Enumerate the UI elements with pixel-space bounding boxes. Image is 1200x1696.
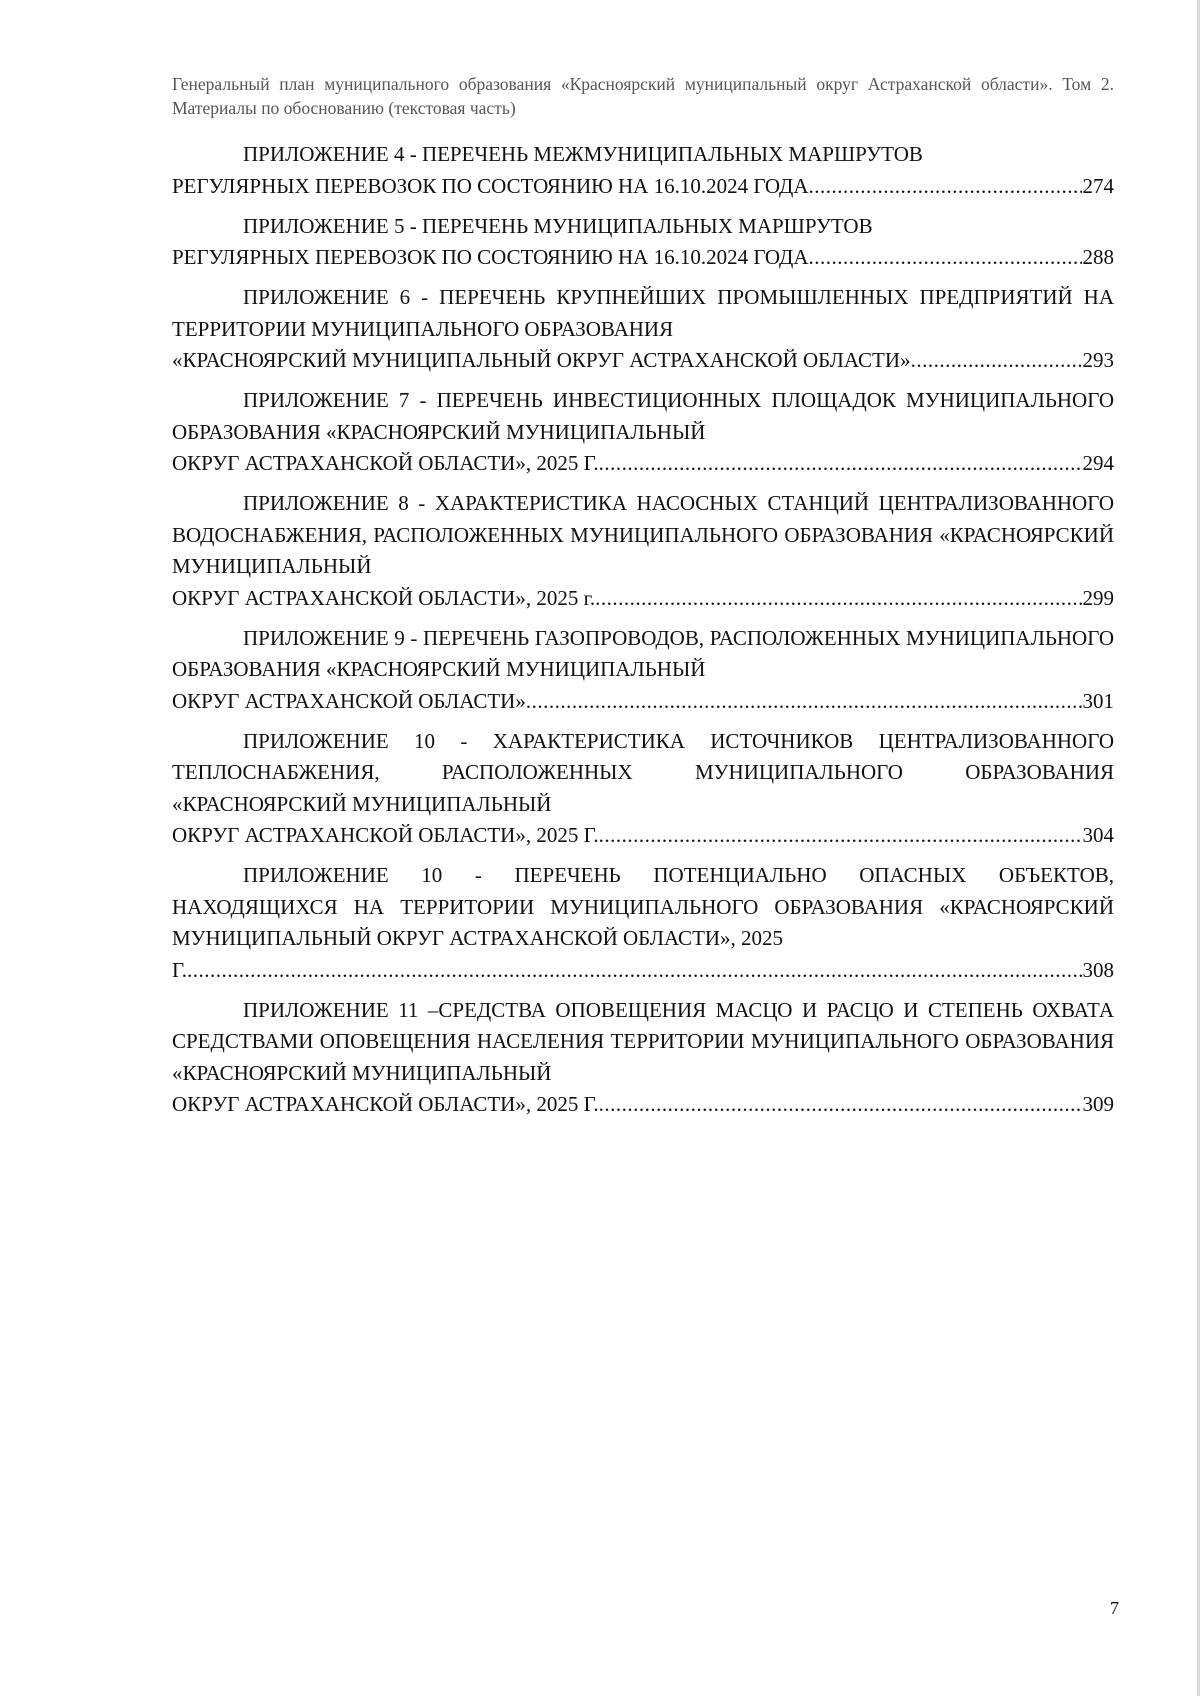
toc-entry-title-tail: РЕГУЛЯРНЫХ ПЕРЕВОЗОК ПО СОСТОЯНИЮ НА 16.10.2024 ГОДА [172, 245, 809, 269]
toc-leader-row [172, 686, 1114, 718]
toc-leader-row [172, 1089, 1114, 1121]
toc-entry-title-tail: РЕГУЛЯРНЫХ ПЕРЕВОЗОК ПО СОСТОЯНИЮ НА 16.10.2024 ГОДА [172, 173, 809, 198]
dot-leader [187, 955, 1081, 987]
toc-entry-title: ПРИЛОЖЕНИЕ 7 - ПЕРЕЧЕНЬ ИНВЕСТИЦИОННЫХ ПЛОЩАДОК МУНИЦИПАЛЬНОГО ОБРАЗОВАНИЯ «КРАСНОЯРСКИЙ МУНИЦИПАЛЬНЫЙ [172, 388, 1114, 444]
toc-entry-title-tail: ОКРУГ АСТРАХАНСКОЙ ОБЛАСТИ», 2025 Г. [172, 1092, 599, 1116]
toc-entry-title: ПРИЛОЖЕНИЕ 8 - ХАРАКТЕРИСТИКА НАСОСНЫХ СТАНЦИЙ ЦЕНТРАЛИЗОВАННОГО ВОДОСНАБЖЕНИЯ, РАСПОЛОЖЕННЫХ МУНИЦИПАЛЬНОГО ОБРАЗОВАНИЯ «КРАСНОЯРСКИЙ МУНИЦИПАЛЬНЫЙ [172, 491, 1114, 578]
toc-page-number: 309 [1082, 1092, 1114, 1116]
toc-entry-title-tail: ОКРУГ АСТРАХАНСКОЙ ОБЛАСТИ», 2025 Г. [172, 823, 599, 847]
toc-leader-row [172, 583, 1114, 615]
table-of-contents [172, 139, 1114, 1129]
dot-leader [809, 171, 1082, 203]
toc-entry-appendix-11[interactable] [172, 995, 1114, 1121]
toc-leader-row [172, 448, 1114, 480]
toc-leader-row [172, 955, 1114, 987]
page-number: 7 [1110, 1598, 1119, 1618]
toc-entry-title: ПРИЛОЖЕНИЕ 9 - ПЕРЕЧЕНЬ ГАЗОПРОВОДОВ, РАСПОЛОЖЕННЫХ МУНИЦИПАЛЬНОГО ОБРАЗОВАНИЯ «КРАСНОЯРСКИЙ МУНИЦИПАЛЬНЫЙ [172, 625, 1114, 681]
dot-leader [599, 1089, 1082, 1121]
dot-leader [595, 583, 1081, 615]
toc-entry-title: ПРИЛОЖЕНИЕ 5 - ПЕРЕЧЕНЬ МУНИЦИПАЛЬНЫХ МАРШРУТОВ [243, 213, 873, 238]
toc-entry-title-tail: Г. [172, 957, 188, 982]
toc-page-number: 299 [1082, 585, 1114, 610]
toc-page-number: 308 [1082, 957, 1114, 982]
toc-page-number: 301 [1082, 688, 1114, 713]
toc-entry-title-tail: ОКРУГ АСТРАХАНСКОЙ ОБЛАСТИ», 2025 г. [172, 585, 596, 610]
dot-leader [911, 345, 1082, 377]
toc-entry-appendix-6[interactable] [172, 282, 1114, 377]
toc-entry-title-tail: ОКРУГ АСТРАХАНСКОЙ ОБЛАСТИ», 2025 Г. [172, 451, 599, 475]
toc-entry-title: ПРИЛОЖЕНИЕ 6 - ПЕРЕЧЕНЬ КРУПНЕЙШИХ ПРОМЫШЛЕННЫХ ПРЕДПРИЯТИЙ НА ТЕРРИТОРИИ МУНИЦИПАЛЬНОГО ОБРАЗОВАНИЯ [172, 285, 1114, 341]
toc-entry-appendix-10-heat[interactable] [172, 726, 1114, 852]
toc-entry-appendix-9[interactable] [172, 623, 1114, 718]
toc-leader-row [172, 345, 1114, 377]
toc-entry-title: ПРИЛОЖЕНИЕ 4 - ПЕРЕЧЕНЬ МЕЖМУНИЦИПАЛЬНЫХ МАРШРУТОВ [243, 142, 923, 166]
dot-leader [526, 686, 1082, 718]
dot-leader [599, 820, 1082, 852]
toc-leader-row [172, 242, 1114, 274]
toc-entry-title-tail: «КРАСНОЯРСКИЙ МУНИЦИПАЛЬНЫЙ ОКРУГ АСТРАХАНСКОЙ ОБЛАСТИ» [172, 348, 911, 372]
toc-page-number: 294 [1082, 451, 1114, 475]
toc-page-number: 304 [1082, 823, 1114, 847]
running-header: Генеральный план муниципального образования «Красноярский муниципальный округ Астраханской области». Том 2. Материалы по обоснованию (текстовая часть) [172, 74, 1114, 118]
toc-entry-appendix-10-hazard[interactable] [172, 860, 1114, 986]
toc-entry-title-tail: ОКРУГ АСТРАХАНСКОЙ ОБЛАСТИ» [172, 688, 526, 713]
toc-leader-row [172, 820, 1114, 852]
toc-page-number: 274 [1082, 173, 1114, 198]
toc-entry-appendix-4[interactable] [172, 139, 1114, 202]
toc-leader-row [172, 171, 1114, 203]
toc-entry-title: ПРИЛОЖЕНИЕ 10 - ХАРАКТЕРИСТИКА ИСТОЧНИКОВ ЦЕНТРАЛИЗОВАННОГО ТЕПЛОСНАБЖЕНИЯ, РАСПОЛОЖЕННЫХ МУНИЦИПАЛЬНОГО ОБРАЗОВАНИЯ «КРАСНОЯРСКИЙ МУНИЦИПАЛЬНЫЙ [172, 728, 1114, 816]
toc-page-number: 293 [1082, 348, 1114, 372]
toc-entry-appendix-7[interactable] [172, 385, 1114, 480]
toc-page-number: 288 [1082, 245, 1114, 269]
toc-entry-appendix-5[interactable] [172, 211, 1114, 274]
dot-leader [809, 242, 1082, 274]
toc-entry-appendix-8[interactable] [172, 488, 1114, 614]
toc-entry-title: ПРИЛОЖЕНИЕ 10 - ПЕРЕЧЕНЬ ПОТЕНЦИАЛЬНО ОПАСНЫХ ОБЪЕКТОВ, НАХОДЯЩИХСЯ НА ТЕРРИТОРИИ МУНИЦИПАЛЬНОГО ОБРАЗОВАНИЯ «КРАСНОЯРСКИЙ МУНИЦИПАЛЬНЫЙ ОКРУГ АСТРАХАНСКОЙ ОБЛАСТИ», 2025 [172, 863, 1114, 950]
toc-entry-title: ПРИЛОЖЕНИЕ 11 –СРЕДСТВА ОПОВЕЩЕНИЯ МАСЦО И РАСЦО И СТЕПЕНЬ ОХВАТА СРЕДСТВАМИ ОПОВЕЩЕНИЯ НАСЕЛЕНИЯ ТЕРРИТОРИИ МУНИЦИПАЛЬНОГО ОБРАЗОВАНИЯ «КРАСНОЯРСКИЙ МУНИЦИПАЛЬНЫЙ [172, 997, 1114, 1085]
dot-leader [599, 448, 1082, 480]
